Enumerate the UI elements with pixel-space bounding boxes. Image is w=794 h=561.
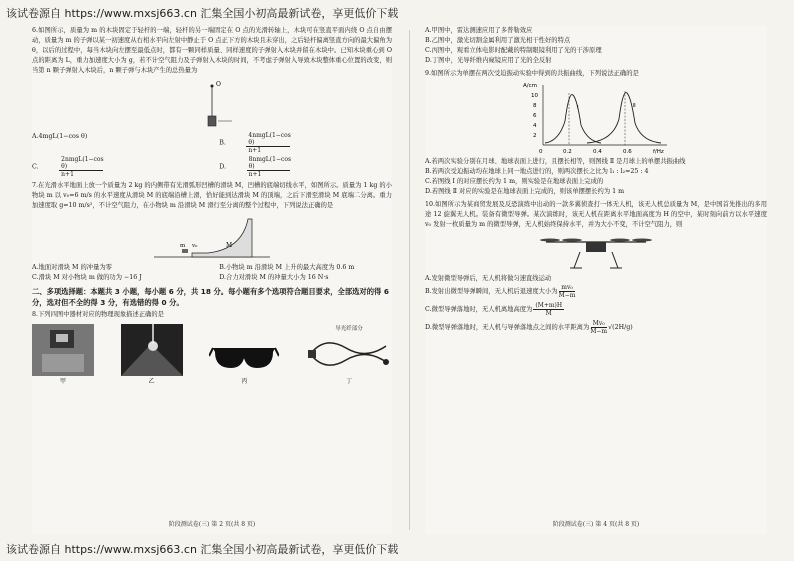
left-page bbox=[32, 26, 392, 534]
q10-option-d[interactable]: D.微型导弹落地时，无人机与导弹落地点之间的水平距离为 $\frac{\text{Mv₀}}{M-m}$ √(2H/g) bbox=[425, 320, 633, 335]
q7-option-b[interactable]: B.小物块 m 沿滑块 M 上升的最大高度为 0.6 m bbox=[219, 264, 355, 271]
watermark-text: 该试卷源自 https://www.mxsj663.cn 汇集全国小初高最新试卷，享更低价下载 bbox=[6, 7, 399, 20]
y-tick-6: 6 bbox=[533, 113, 537, 119]
curve-2 bbox=[587, 93, 661, 143]
x-tick-0: 0 bbox=[539, 149, 543, 155]
q10-stem: 10.如图所示为某商贸发展及反恐演练中出动的一款多翼侦查打一体无人机，该无人机总质量为 M，是中国首先推出的多用途 12 旋翼无人机。装备有微型导弹。某次演练时，该无人机在距离水平地面高度为 H 的空中，某时刻向前方以水平速度 v₀ 发射一枚质量为 m 的微型导弹，无人机始终保持水平，并为大小不变，不计空气阻力，则 bbox=[425, 201, 767, 228]
q9-option-d[interactable]: D.若图线 Ⅱ 对应的实验是在地球表面上完成的，则该单摆摆长约为 1 m bbox=[425, 188, 625, 195]
x-tick-0-2: 0.2 bbox=[563, 149, 572, 155]
photo-bing bbox=[209, 336, 279, 385]
curve-1 bbox=[545, 95, 601, 143]
q6-option-a[interactable]: A.4mgL(1−cos θ) bbox=[32, 133, 88, 140]
q6-options-row1 bbox=[32, 132, 392, 154]
drone-figure bbox=[536, 232, 656, 272]
q6-option-c[interactable]: C. $\frac{\text{2nmgL(1−cos θ)}}{n+1}$ bbox=[32, 156, 104, 178]
y-tick-4: 4 bbox=[533, 123, 537, 129]
left-page-footer: 阶段测试卷(三) 第 2 页(共 8 页) bbox=[168, 521, 256, 528]
q7-option-d[interactable]: D.合力对滑块 M 的冲量大小为 16 N·s bbox=[219, 274, 329, 281]
x-tick-0-6: 0.6 bbox=[623, 149, 632, 155]
fiber-caption: 导光纤部分 bbox=[335, 326, 363, 332]
fig-label-v0: v₀ bbox=[192, 243, 198, 249]
q9-option-b[interactable]: B.若两次受迫振动均在地球上同一地点进行的，则两次摆长之比为 l₁ : l₂=25 : 4 bbox=[425, 168, 649, 175]
q9-option-c[interactable]: C.若图线 Ⅰ 的对应摆长约为 1 m，则实验是在地球表面上完成的 bbox=[425, 178, 604, 185]
graph-xlabel: f/Hz bbox=[653, 149, 664, 155]
page-divider bbox=[409, 30, 410, 530]
watermark-text-bottom: 该试卷源自 https://www.mxsj663.cn 汇集全国小初高最新试卷，享更低价下载 bbox=[6, 543, 399, 556]
question-10 bbox=[425, 200, 767, 335]
q9-stem: 9.如图所示为单摆在两次受迫振动实验中得到的共振曲线，下列说法正确的是 bbox=[425, 70, 639, 77]
q6-option-b[interactable]: B. $\frac{\text{4nmgL(1−cos θ)}}{n+1}$ bbox=[219, 132, 291, 154]
q7-option-a[interactable]: A.地面对滑块 M 的冲量为零 bbox=[32, 264, 112, 271]
q6-options-row2 bbox=[32, 156, 392, 178]
section-2-heading: 二、多项选择题：本题共 3 小题，每小题 6 分，共 18 分。每小题有多个选项符合题目要求，全部选对的得 6 分，选对但不全的得 3 分，有选错的得 0 分。 bbox=[32, 287, 389, 307]
question-6 bbox=[32, 26, 392, 178]
slide-block-figure bbox=[152, 213, 272, 261]
y-tick-10: 10 bbox=[531, 93, 538, 99]
q9-option-a[interactable]: A.若两次实验分别在月球、地球表面上进行，且摆长相等，则图线 Ⅱ 是月球上的单摆共振曲线 bbox=[425, 158, 686, 165]
q8-option-d[interactable]: D.丁图中，光导纤维内窥镜应用了光的全反射 bbox=[425, 57, 552, 64]
photo-ding bbox=[306, 324, 392, 385]
q10-option-c[interactable]: C.微型导弹落地时，无人机离地高度为 $\frac{(M+m)H}{M}$ bbox=[425, 302, 563, 317]
fig-label-o: O bbox=[216, 81, 221, 88]
photo-label-yi: 乙 bbox=[148, 378, 155, 385]
q7-options-row1 bbox=[32, 263, 392, 273]
watermark-bottom bbox=[0, 540, 794, 558]
resonance-graph bbox=[521, 81, 671, 155]
question-8 bbox=[32, 310, 392, 385]
q7-option-c[interactable]: C.滑块 M 对小物块 m 做的功为 −16 J bbox=[32, 274, 142, 281]
watermark-top bbox=[0, 4, 794, 22]
fig-label-big-m: M bbox=[226, 242, 233, 249]
photo-label-ding: 丁 bbox=[345, 378, 352, 385]
graph-ylabel: A/cm bbox=[523, 83, 537, 89]
q7-options-row2 bbox=[32, 273, 392, 283]
q8-option-c[interactable]: C.丙图中，观看立体电影时配戴的特制眼镜利用了光的干涉原理 bbox=[425, 47, 602, 54]
photo-jia bbox=[32, 324, 94, 385]
curve-label-2: Ⅱ bbox=[633, 103, 636, 109]
x-tick-0-4: 0.4 bbox=[593, 149, 602, 155]
q10-option-a[interactable]: A.发射微型导弹后，无人机将做匀速直线运动 bbox=[425, 275, 552, 282]
q10-option-b[interactable]: B.发射出微型导弹瞬间，无人机后退速度大小为 $\frac{\text{mv₀}}{M-m}$ bbox=[425, 284, 576, 299]
q6-stem: 6.如图所示，质量为 m 的木块固定于轻杆的一端，轻杆的另一端固定在 O 点的光滑转轴上，木块可在竖直平面内绕 O 点自由摆动，质量为 m 的子弹以某一初速度从右相水平向左射中静止于 O 点正下方的木块且未穿出，之后轻杆偏离竖直方向的最大偏角为 θ，以后的过程中，每当木块向左摆至最低点时，都有一颗同样质量、同样速度的子弹射入木块并留在木块中。已知木块重心到 O 点的距离为 L，重力加速度大小为 g，若不计空气阻力及子弹射入木块的时间，不考虑子弹射入导致木块整体重心位置的改变，则当第 n 颗子弹射入木块后，n 颗子弹与木块产生的总热量为 bbox=[32, 27, 392, 74]
curve-label-1: Ⅰ bbox=[577, 105, 579, 111]
q8-options bbox=[425, 26, 767, 66]
fig-label-m: m bbox=[180, 243, 186, 249]
q8-option-b[interactable]: B.乙图中，激光切割金属利用了激光相干性好的特点 bbox=[425, 37, 571, 44]
question-9 bbox=[425, 69, 767, 197]
y-tick-2: 2 bbox=[533, 133, 537, 139]
q8-stem: 8.下列四图中器材对应的物理现象描述正确的是 bbox=[32, 311, 164, 318]
y-tick-8: 8 bbox=[533, 103, 537, 109]
photo-yi bbox=[121, 324, 183, 385]
q7-stem: 7.在光滑水平地面上放一个质量为 2 kg 的内侧带有光滑弧形凹槽的滑块 M，凹槽的底端切线水平，如图所示。质量为 1 kg 的小物块 m 以 v₀=6 m/s 的水平速度从滑块 M 的底端沿槽上滑，恰好能到达滑块 M 的顶端，之后下滑至滑块 M 底端二分离。重力加速度取 g=10 m/s²，不计空气阻力，在小物块 m 沿滑块 M 滑行至分离的整个过程中，下列说法正确的是 bbox=[32, 182, 392, 209]
photo-label-bing: 丙 bbox=[241, 378, 248, 385]
pendulum-figure bbox=[182, 78, 242, 130]
question-7 bbox=[32, 181, 392, 283]
right-page-footer: 阶段测试卷(三) 第 4 页(共 8 页) bbox=[552, 521, 640, 528]
q6-option-d[interactable]: D. $\frac{\text{8nmgL(1−cos θ)}}{n+1}$ bbox=[219, 156, 292, 178]
right-page bbox=[425, 26, 767, 534]
photo-label-jia: 甲 bbox=[59, 378, 66, 385]
q8-photos bbox=[32, 324, 392, 385]
q8-option-a[interactable]: A.甲图中，雷达测速应用了多普勒效应 bbox=[425, 27, 533, 34]
